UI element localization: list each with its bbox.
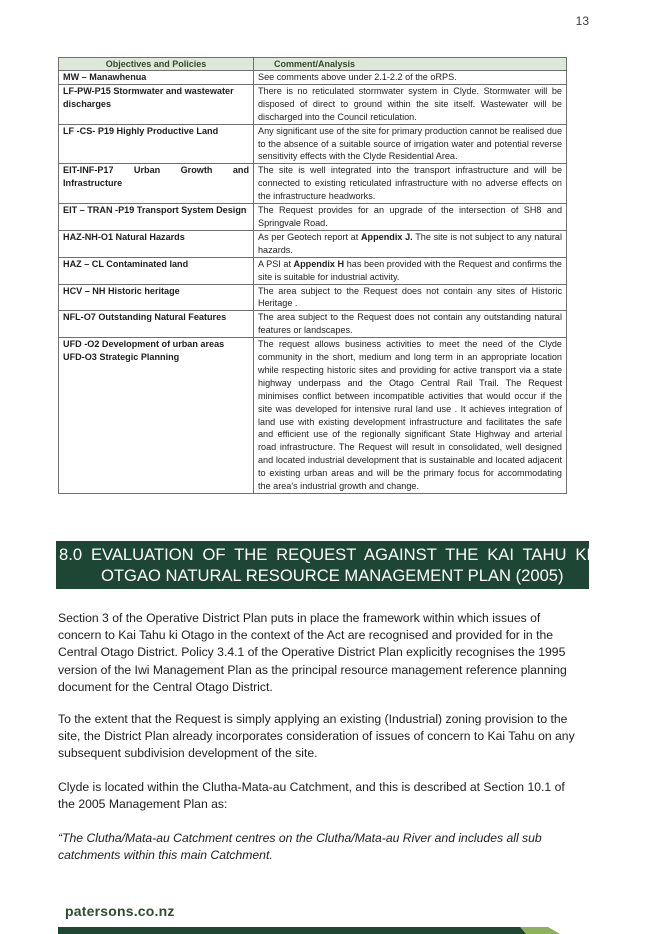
objective-cell: NFL-O7 Outstanding Natural Features [59,311,254,338]
objective-cell: EIT-INF-P17 Urban Growth and Infrastructure [59,164,254,204]
objective-text: UFD -O2 Development of urban areas [63,339,225,350]
table-row [59,257,567,284]
table-row [59,84,567,124]
comment-text: has been provided with the Request and confirms the site is suitable for industrial activity. [258,258,562,282]
objective-cell: MW – Manawhenua [59,71,254,85]
comment-cell: See comments above under 2.1-2.2 of the oRPS. [254,71,567,85]
table-row [59,338,567,494]
table-row [59,284,567,311]
table-row [59,311,567,338]
objective-cell: HCV – NH Historic heritage [59,284,254,311]
footer-bar [58,927,528,934]
comment-cell [254,257,567,284]
column-header-objectives: Objectives and Policies [59,58,254,71]
objective-text: UFD-O3 Strategic Planning [63,352,180,363]
objective-cell: HAZ-NH-O1 Natural Hazards [59,230,254,257]
comment-text: As per Geotech report at [258,231,361,242]
column-header-comment: Comment/Analysis [254,58,567,71]
comment-cell: The site is well integrated into the transport infrastructure and will be connected to existing reticulated infrastructure with no adverse effects on the infrastructure headworks. [254,164,567,204]
objective-cell: HAZ – CL Contaminated land [59,257,254,284]
appendix-reference: Appendix H [293,258,345,269]
footer-bar-accent [520,927,560,934]
section-heading-line-1: 8.0 EVALUATION OF THE REQUEST AGAINST THE KAI TAHU KI [59,545,591,564]
comment-cell: The request allows business activities to meet the need of the Clyde community in the short, medium and long term in an appropriate location while respecting historic sites and providing for active transport via a state highway underpass and the Otago Central Rail Trail. The Request minimises conflict between incompatible activities that would occur if the site was developed for intensive rural land use . It achieves integration of land use with existing development infrastructure and facilitates the safe and efficient use of the regionally significant State Highway and arterial road infrastructure. The Request will result in consolidated, well designed and located industrial development that is sustainable and located adjacent to existing urban areas and will be the primary focus for accommodating the area's industrial growth and change. [254,338,567,494]
comment-cell: The area subject to the Request does not contain any outstanding natural features or landscapes. [254,311,567,338]
quote-paragraph: “The Clutha/Mata-au Catchment centres on the Clutha/Mata-au River and includes all sub catchments within this main Catchment. [58,831,542,863]
patersons-logo: patersons.co.nz [65,903,175,919]
appendix-reference: Appendix J. [360,231,413,242]
objective-cell [59,338,254,494]
comment-cell: The area subject to the Request does not contain any sites of Historic Heritage . [254,284,567,311]
objective-cell: EIT – TRAN -P19 Transport System Design [59,204,254,231]
comment-cell: There is no reticulated stormwater system in Clyde. Stormwater will be disposed of direct to ground within the site itself. Wastewater will be discharged into the Council reticulation. [254,84,567,124]
page-number: 13 [575,14,589,28]
body-paragraph: Clyde is located within the Clutha-Mata-au Catchment, and this is described at Section 10.1 of the 2005 Management Plan as: [58,780,565,812]
section-heading-line-2: OTGAO NATURAL RESOURCE MANAGEMENT PLAN (2005) [101,566,564,585]
table-row [59,230,567,257]
comment-text: A PSI at [258,258,294,269]
objective-cell: LF -CS- P19 Highly Productive Land [59,124,254,164]
table-row [59,71,567,85]
body-paragraph: Section 3 of the Operative District Plan puts in place the framework within which issues of concern to Kai Tahu ki Otago in the context of the Act are recognised and provided for in the Central Otago District. Policy 3.4.1 of the Operative District Plan explicitly recognises the 1995 version of the Iwi Management Plan as the principal resource management reference planning document for the Central Otago District. [58,611,567,694]
table-row [59,164,567,204]
objective-cell: LF-PW-P15 Stormwater and wastewater discharges [59,84,254,124]
comment-cell: Any significant use of the site for primary production cannot be realised due to the absence of a suitable source of irrigation water and potential reverse sensitivity effects with the Clyde Residential Area. [254,124,567,164]
objectives-policies-table [58,57,567,494]
body-paragraph: To the extent that the Request is simply applying an existing (Industrial) zoning provision to the site, the District Plan already incorporates consideration of issues of concern to Kai Tahu on any subsequent subdivision development of the site. [58,712,575,761]
comment-cell: The Request provides for an upgrade of the intersection of SH8 and Springvale Road. [254,204,567,231]
table-header-row [59,58,567,71]
comment-cell [254,230,567,257]
table-row [59,124,567,164]
table-row [59,204,567,231]
comment-text: The site is not subject to any natural hazards. [258,231,562,255]
section-heading [59,544,591,586]
